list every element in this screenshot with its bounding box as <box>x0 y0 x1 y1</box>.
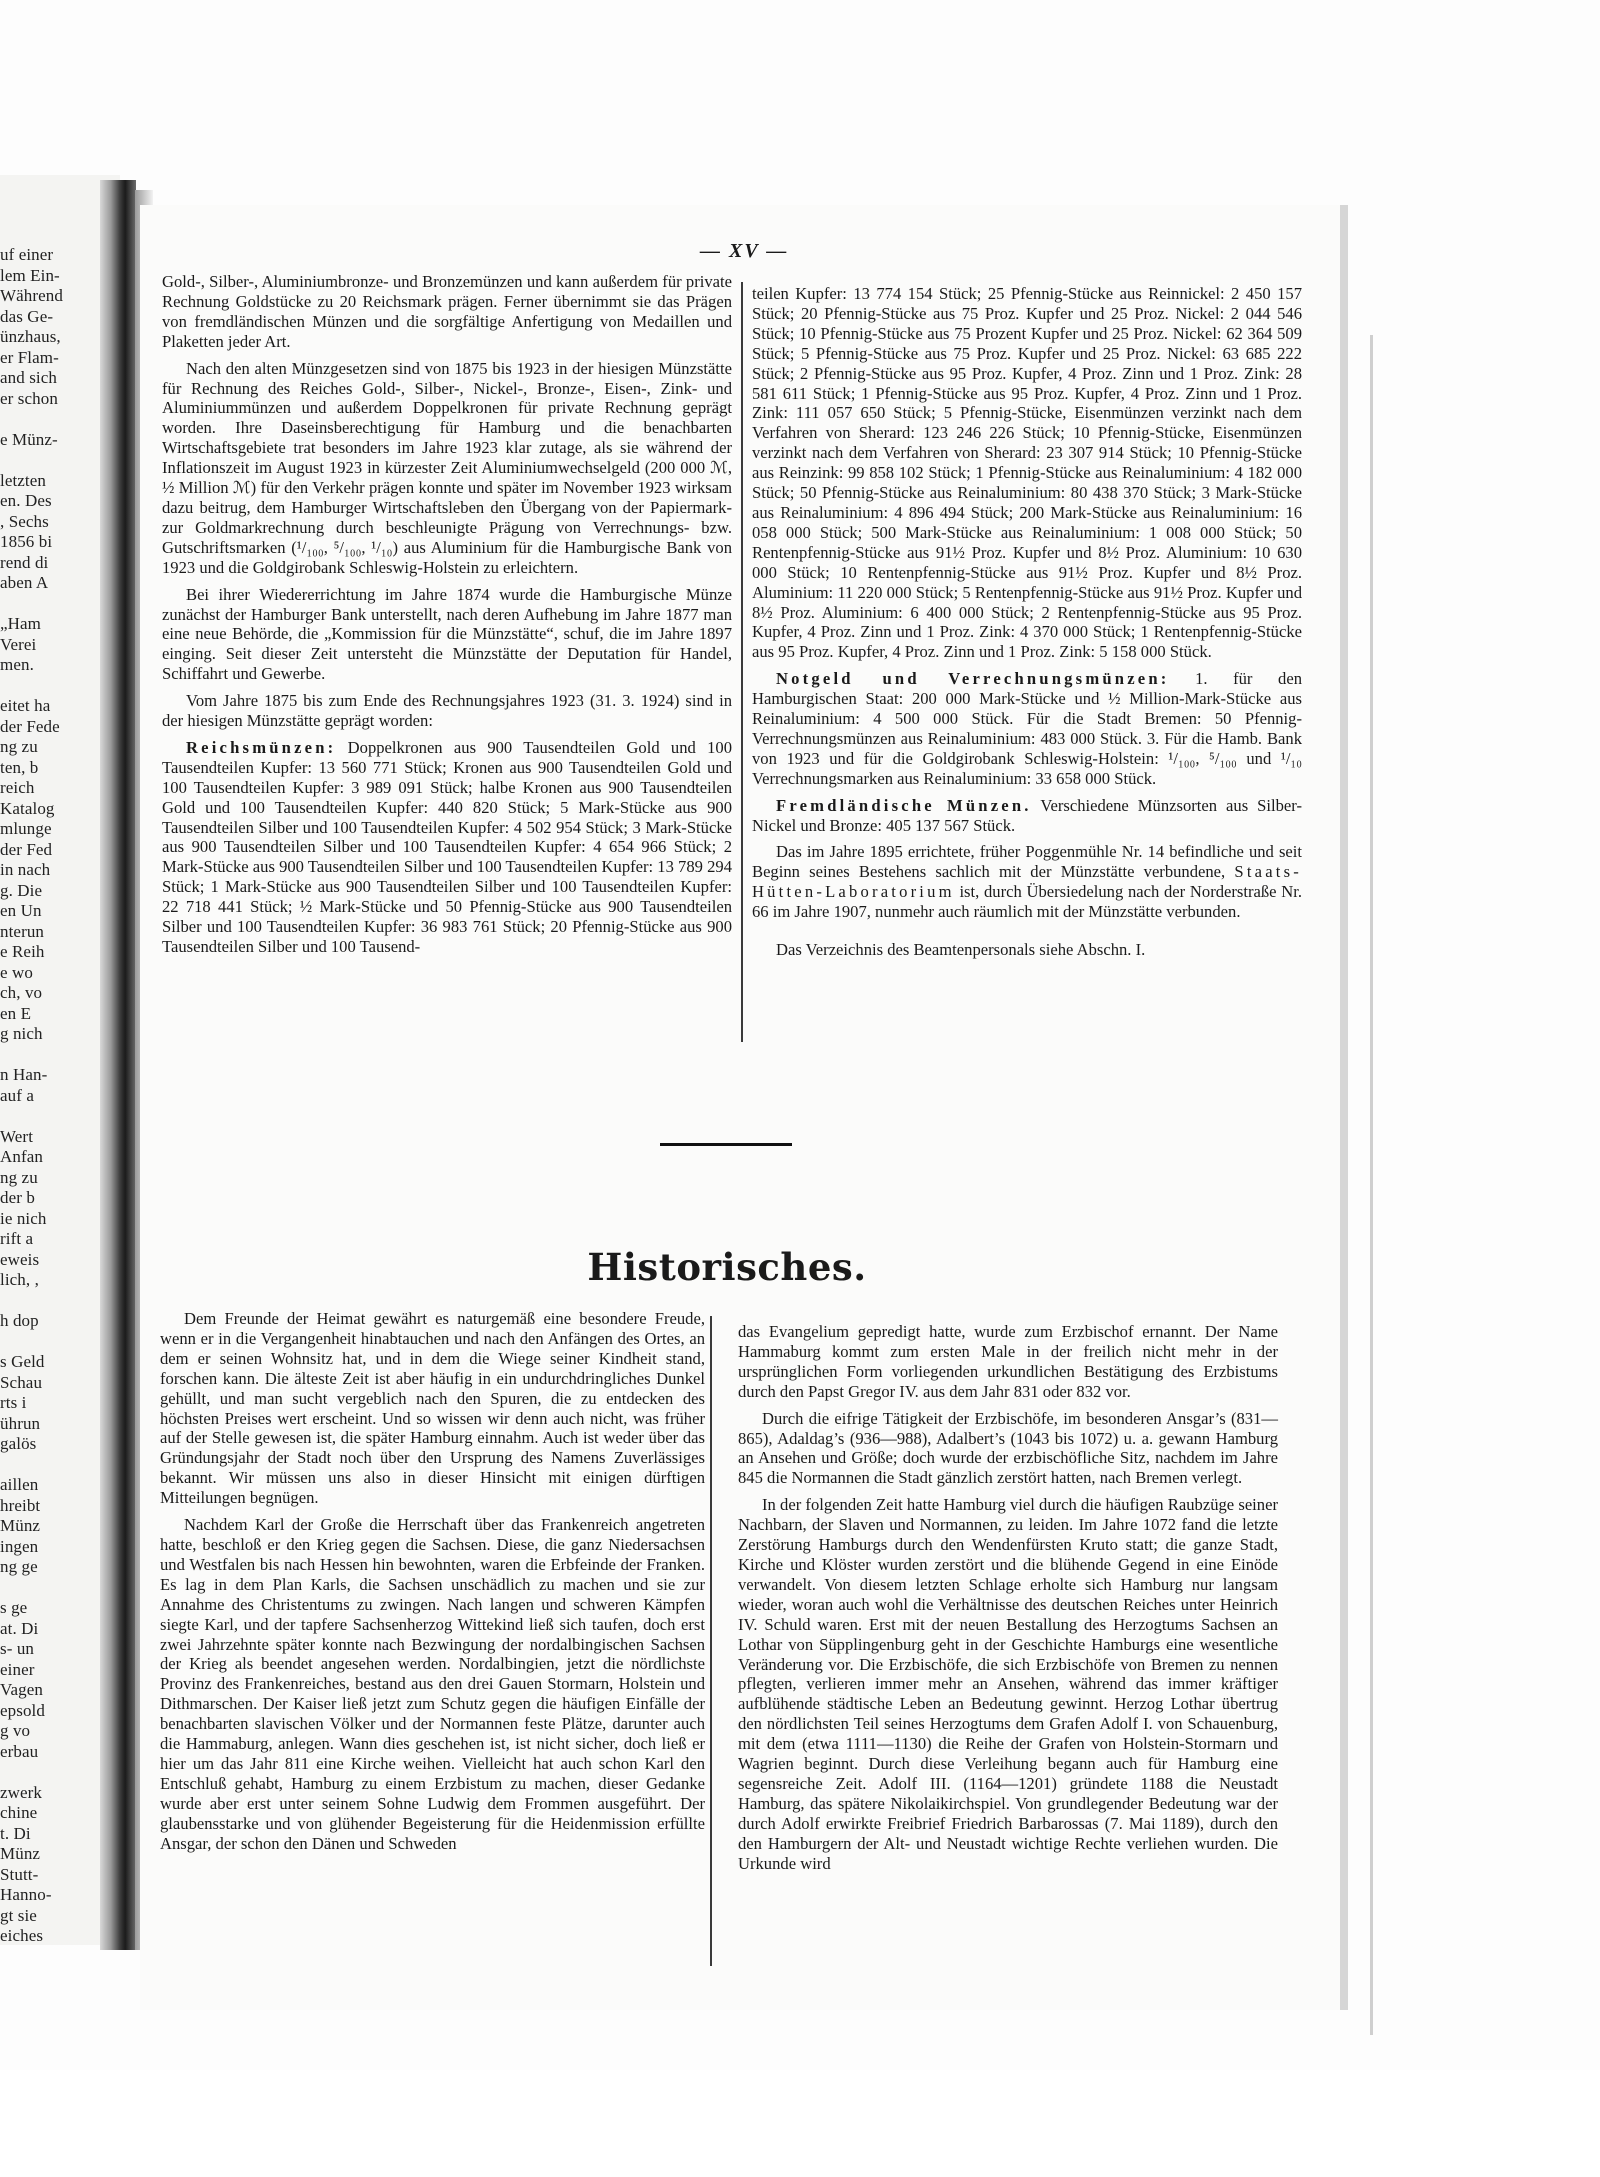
facing-page-line: rts i <box>0 1393 27 1412</box>
lower-left-column <box>160 1309 705 1853</box>
facing-page-line: ng zu <box>0 737 38 756</box>
upper-left-column <box>162 272 732 957</box>
facing-page-line: Wert <box>0 1126 34 1146</box>
facing-page-line: rift a <box>0 1229 34 1248</box>
facing-page-line: en Un <box>0 901 42 920</box>
notgeld-text: 1. für den Hamburgischen Staat: 200 000 Mark-Stücke und ½ Million-Mark-Stücke aus Reinaluminium: 4 500 000 Stück. Für die Stadt Bremen: 50 Pfennig-Verrechnungsmünzen aus Reinaluminium: 483 000 Stück. 3. Für die Hamb. Bank von 1923 und für die Goldgirobank Schleswig-Holstein: ¹/₁₀₀, ⁵/₁₀₀ und ¹/₁₀ Verrechnungsmarken aus Reinaluminium: 33 658 000 Stück. <box>752 669 1302 788</box>
facing-page-line: reich <box>0 778 35 797</box>
facing-page-line: ng zu <box>0 1167 38 1187</box>
facing-page-line: ührun <box>0 1413 41 1433</box>
facing-page-line: g nich <box>0 1024 43 1043</box>
facing-page-line: ng ge <box>0 1557 38 1576</box>
paragraph: Vom Jahre 1875 bis zum Ende des Rechnungsjahres 1923 (31. 3. 1924) sind in der hiesigen Münzstätte geprägt worden: <box>162 691 732 731</box>
facing-page-line: auf a <box>0 1085 35 1105</box>
facing-page-line: ch, vo <box>0 983 43 1002</box>
page-edge <box>1340 205 1348 2010</box>
paragraph: das Evangelium gepredigt hatte, wurde zum Erzbischof ernannt. Der Name Hammaburg kommt zum ersten Male in der freilich nicht mehr in der ursprünglichen Form vorliegenden urkundlichen Bestätigung des Erzbistums durch den Papst Gregor IV. aus dem Jahr 831 oder 832 vor. <box>738 1322 1278 1401</box>
facing-page-line: gt sie <box>0 1905 37 1925</box>
facing-page-line: nterun <box>0 921 45 941</box>
facing-page-line: ingen <box>0 1536 39 1556</box>
facing-page-line: aben A <box>0 573 49 592</box>
facing-page-line: and sich <box>0 368 57 387</box>
facing-page-line: e Münz- <box>0 429 58 449</box>
laboratorium-paragraph <box>752 842 1302 922</box>
facing-page-line: e Reih <box>0 942 45 961</box>
paragraph: Gold-, Silber-, Aluminiumbronze- und Bronzemünzen und kann außerdem für private Rechnung Goldstücke zu 20 Reichsmark prägen. Ferner übernimmt sie das Prägen von fremdländischen Münzen und die sorgfältige Anfertigung von Medaillen und Plaketten jeder Art. <box>162 272 732 351</box>
facing-page-line: er Flam- <box>0 347 59 367</box>
closing-note: Das Verzeichnis des Beamtenpersonals siehe Abschn. I. <box>776 940 1146 960</box>
facing-page-line: Vagen <box>0 1680 43 1699</box>
facing-page-line: Hanno- <box>0 1885 52 1904</box>
facing-page-line: g vo <box>0 1721 31 1740</box>
page-number: — XV — <box>700 240 789 262</box>
facing-page-line: epsold <box>0 1700 45 1720</box>
facing-page-line: zwerk <box>0 1782 43 1802</box>
facing-page-line: g. Die <box>0 880 43 900</box>
fremd-label: Fremdländische Münzen. <box>776 795 1032 815</box>
facing-page-line: chine <box>0 1803 38 1822</box>
facing-page-line: lich, , <box>0 1270 39 1289</box>
paragraph: Bei ihrer Wiedererrichtung im Jahre 1874 wurde die Hamburgische Münze zunächst der Hamburger Bank unterstellt, nach deren Aufhebung im Jahre 1877 man eine neue Behörde, die „Kommission für die Münzstätte“, schuf, die im Jahre 1897 einging. Seit dieser Zeit untersteht die Münzstätte der Deputation für Handel, Schiffahrt und Gewerbe. <box>162 584 732 684</box>
paragraph: Dem Freunde der Heimat gewährt es naturgemäß eine besondere Freude, wenn er in die Vergangenheit hinabtauchen und nach den Anfängen des Ortes, an dem er seinen Wohnsitz hat, und in dem die Wiege seiner Kindheit stand, forschen kann. Die älteste Zeit ist aber häufig in ein undurchdringliches Dunkel gehüllt, und man sucht vergeblich nach den Spuren, die zu entdecken des höchsten Preises wert erscheint. Und so wissen wir denn auch nicht, was früher auf der Stelle gewesen ist, die später Hamburg einnahm. Auch ist weder über das Gründungsjahr der Stadt noch über den Ursprung des Namens Zuverlässiges bekannt. Wir müssen uns also in dieser Hinsicht mit einigen dürftigen Mitteilungen begnügen. <box>160 1309 705 1508</box>
facing-page-line: aillen <box>0 1475 39 1494</box>
facing-page-line: das Ge- <box>0 306 54 326</box>
facing-page-line: en. Des <box>0 491 52 510</box>
reichsmuenzen-text: Doppelkronen aus 900 Tausendteilen Gold und 100 Tausendteilen Kupfer: 13 560 771 Stück; Kronen aus 900 Tausendteilen Gold und 100 Tausendteilen Kupfer: 3 989 091 Stück; halbe Kronen aus 900 Tausendteilen Gold und 100 Tausendteilen Kupfer: 440 820 Stück; 5 Mark-Stücke aus 900 Tausendteilen Silber und 100 Tausendteilen Kupfer: 4 502 954 Stück; 3 Mark-Stücke aus 900 Tausendteilen Silber und 100 Tausendteilen Kupfer: 4 654 966 Stück; 2 Mark-Stücke aus 900 Tausendteilen Silber und 100 Tausendteilen Kupfer: 13 789 294 Stück; 1 Mark-Stücke aus 900 Tausendteilen Silber und 100 Tausendteilen Kupfer: 22 718 441 Stück; ½ Mark-Stücke und 50 Pfennig-Stücke aus 900 Tausendteilen Silber und 100 Tausendteilen Kupfer: 36 983 761 Stück; 20 Pfennig-Stücke aus 900 Tausendteilen Silber und 100 Tausend- <box>162 737 732 956</box>
facing-page-line: in nach <box>0 860 51 879</box>
column-divider <box>710 1316 712 1966</box>
paragraph: Nachdem Karl der Große die Herrschaft über das Frankenreich angetreten hatte, beschloß er den Krieg gegen die Sachsen. Diese, die ganz Niedersachsen und Westfalen bis nach Hessen hin bewohnten, waren die Erbfeinde der Franken. Es lag in dem Plan Karls, die Sachsen unschädlich zu machen und sie zur Annahme des Christentums zu zwingen. Nach langen und schweren Kämpfen siegte Karl, und der tapfere Sachsenherzog Wittekind ließ sich taufen, doch erst zwei Jahrzehnte später konnte nach Bezwingung der nordalbingischen Sachsen der Krieg als beendet angesehen werden. Nordalbingien, jetzt die nördlichste Provinz des Frankenreiches, bestand aus den drei Gauen Stormarn, Holstein und Dithmarschen. Der Kaiser ließ jetzt zum Schutz gegen die häufigen Einfälle der benachbarten slavischen Völker und der Normannen feste Plätze, darunter auch die Hammaburg, anlegen. Wann dies geschehen ist, ist nicht sicher, doch ließ er hier um das Jahr 811 eine Kirche weihen. Vielleicht hat auch schon Karl den Entschluß gehabt, Hamburg zu einem Erzbistum zu machen, dieser Gedanke wurde aber erst unter seinem Sohne Ludwig dem Frommen ausgeführt. Der glaubensstarke und von glühender Begeisterung für die Heidenmission erfüllte Ansgar, der schon den Dänen und Schweden <box>160 1515 705 1853</box>
facing-page-line: hreibt <box>0 1495 41 1515</box>
facing-page-line: e wo <box>0 962 33 982</box>
laboratorium-pre: Das im Jahre 1895 errichtete, früher Poggenmühle Nr. 14 befindliche und seit Beginn seines Bestehens sachlich mit der Münzstätte verbundene, <box>752 842 1302 882</box>
notgeld-label: Notgeld und Verrechnungsmünzen: <box>776 669 1170 689</box>
facing-page-line: ünzhaus, <box>0 327 61 346</box>
facing-page-line: eiches <box>0 1926 44 1945</box>
paragraph: In der folgenden Zeit hatte Hamburg viel durch die häufigen Raubzüge seiner Nachbarn, der Slaven und Normannen, zu leiden. Im Jahre 1072 fand die letzte Zerstörung Hamburgs durch den Wendenfürsten Kruto statt; die ganze Stadt, Kirche und Klöster wurden zerstört und die blühende Gegend in eine Einöde verwandelt. Von diesem letzten Schlage erholte sich Hamburg nur langsam wieder, woran auch wohl die Verhältnisse des deutschen Reiches unter Heinrich IV. Schuld waren. Erst mit der neuen Bestallung des Herzogtums Sachsen an Lothar von Süpplingenburg geht in der Geschichte Hamburgs eine wesentliche Veränderung vor. Die Erzbischöfe, die sich Erzbischöfe von Bremen zu nennen pflegten, verlieren immer mehr an Ansehen, während das immer kräftiger aufblühende städtische Leben an Bedeutung gewinnt. Herzog Lothar übertrug den nördlichsten Teil seines Herzogtums dem Grafen Adolf I. von Schauenburg, mit dem (etwa 1111—1130) die Reihe der Grafen von Holstein-Stormarn und Wagrien beginnt. Durch diese Verleihung begann auch für Hamburg eine segensreiche Zeit. Adolf III. (1164—1201) gründete 1188 die Neustadt Hamburg, das spätere Nikolaikirchspiel. Von grundlegender Bedeutung war der durch Adolf erwirkte Freibrief Friedrich Barbarossas (7. Mai 1189), durch den den Hamburgern der Alt- und Neustadt wichtige Rechte verliehen wurden. Die Urkunde wird <box>738 1495 1278 1873</box>
fremd-text: Verschiedene Münzsorten aus Silber-Nickel und Bronze: 405 137 567 Stück. <box>752 795 1302 835</box>
facing-page-line: letzten <box>0 470 47 490</box>
fremd-paragraph <box>752 796 1302 836</box>
laboratorium-label: Staats-Hütten-Laboratorium <box>752 862 1302 902</box>
facing-page-line: Anfan <box>0 1147 43 1166</box>
section-separator <box>660 1143 792 1146</box>
page-edge-line <box>1370 335 1373 2035</box>
facing-page-line: men. <box>0 655 34 674</box>
facing-page-line: s Geld <box>0 1352 45 1371</box>
section-title: Historisches. <box>587 1245 867 1289</box>
scan-margin <box>0 2070 1600 2177</box>
facing-page-line: s- un <box>0 1639 35 1658</box>
reichsmuenzen-paragraph <box>162 738 732 957</box>
facing-page-line: ie nich <box>0 1208 47 1228</box>
notgeld-paragraph <box>752 669 1302 788</box>
facing-page-line: Münz <box>0 1844 41 1863</box>
paragraph: Durch die eifrige Tätigkeit der Erzbischöfe, im besonderen Ansgar’s (831—865), Adaldag’s (936—988), Adalbert’s (1043 bis 1072) u. a. gewann Hamburg an Ansehen und Größe; doch wurde der erzbischöfliche Sitz, nachdem im Jahre 845 die Normannen die Stadt gänzlich zerstört hatten, nach Bremen verlegt. <box>738 1408 1278 1488</box>
facing-page-line: einer <box>0 1659 35 1679</box>
laboratorium-post: ist, durch Übersiedelung nach der Norderstraße Nr. 66 im Jahre 1907, nunmehr auch räumlich mit der Münzstätte verbunden. <box>752 882 1302 922</box>
facing-page-line: s ge <box>0 1598 28 1617</box>
facing-page-line: der b <box>0 1188 35 1207</box>
facing-page-line: ten, b <box>0 757 39 777</box>
upper-right-column <box>752 284 1302 960</box>
facing-page-line: t. Di <box>0 1823 31 1843</box>
facing-page-line: h dop <box>0 1311 39 1330</box>
paragraph: teilen Kupfer: 13 774 154 Stück; 25 Pfennig-Stücke aus Reinnickel: 2 450 157 Stück; 20 Pfennig-Stücke aus 75 Proz. Kupfer und 25 Proz. Nickel: 2 044 546 Stück; 10 Pfennig-Stücke aus 75 Prozent Kupfer und 25 Proz. Nickel: 62 364 509 Stück; 5 Pfennig-Stücke aus 75 Proz. Kupfer und 25 Proz. Nickel: 63 685 222 Stück; 2 Pfennig-Stücke aus 95 Proz. Kupfer, 4 Proz. Zinn und 1 Proz. Zink: 28 581 611 Stück; 1 Pfennig-Stücke aus 95 Proz. Kupfer, 4 Proz. Zinn und 1 Proz. Zink: 111 057 650 Stück; 5 Pfennig-Stücke, Eisenmünzen verzinkt nach dem Verfahren von Sherard: 123 246 226 Stück; 10 Pfennig-Stücke, Eisenmünzen verzinkt nach dem Verfahren von Sherard: 23 307 914 Stück; 10 Pfennig-Stücke aus Reinzink: 99 858 102 Stück; 1 Pfennig-Stücke aus Reinaluminium: 4 182 000 Stück; 50 Pfennig-Stücke aus Reinaluminium: 80 438 370 Stück; 3 Mark-Stücke aus Reinaluminium: 4 896 494 Stück; 200 Mark-Stücke aus Reinaluminium: 16 058 000 Stück; 500 Mark-Stücke aus Reinaluminium: 1 008 000 Stück; 50 Rentenpfennig-Stücke aus 91½ Proz. Kupfer und 8½ Proz. Aluminium: 10 630 000 Stück; 10 Rentenpfennig-Stücke aus 91½ Proz. Kupfer und 8½ Proz. Aluminium: 11 220 000 Stück; 5 Rentenpfennig-Stücke aus 91½ Proz. Kupfer und 8½ Proz. Aluminium: 6 400 000 Stück; 2 Rentenpfennig-Stücke aus 95 Proz. Kupfer, 4 Proz. Zinn und 1 Proz. Zink: 4 370 000 Stück; 1 Rentenpfennig-Stücke aus 95 Proz. Kupfer, 4 Proz. Zinn und 1 Proz. Zink: 5 158 000 Stück. <box>752 284 1302 662</box>
facing-page-line: uf einer <box>0 245 54 264</box>
facing-page-line: , Sechs <box>0 511 49 531</box>
reichsmuenzen-label: Reichsmünzen: <box>186 737 337 757</box>
facing-page-line: eweis <box>0 1249 40 1269</box>
facing-page-line: n Han- <box>0 1065 48 1084</box>
lower-right-column <box>738 1322 1278 1873</box>
facing-page-line: rend di <box>0 552 49 572</box>
column-divider <box>741 282 743 1042</box>
facing-page-line: Verei <box>0 634 37 654</box>
facing-page-line: Schau <box>0 1372 43 1392</box>
facing-page-line: er schon <box>0 388 58 408</box>
facing-page-line: Katalog <box>0 798 55 818</box>
facing-page-line: der Fede <box>0 716 60 736</box>
facing-page-line: galös <box>0 1434 37 1453</box>
facing-page-line: mlunge <box>0 819 52 838</box>
facing-page-line: der Fed <box>0 839 53 859</box>
facing-page-line: lem Ein- <box>0 265 60 285</box>
facing-page-line: „Ham <box>0 614 41 633</box>
facing-page-line: Während <box>0 286 63 305</box>
facing-page-line: eitet ha <box>0 696 51 715</box>
facing-page-line: en E <box>0 1003 32 1023</box>
facing-page-line: erbau <box>0 1741 39 1761</box>
facing-page-line: 1856 bi <box>0 532 53 551</box>
facing-page-line: Münz <box>0 1516 41 1535</box>
facing-page-line: Stutt- <box>0 1864 39 1884</box>
facing-page-line: at. Di <box>0 1618 39 1638</box>
paragraph: Nach den alten Münzgesetzen sind von 1875 bis 1923 in der hiesigen Münzstätte für Rechnung des Reiches Gold-, Silber-, Nickel-, Bronze-, Eisen-, Zink- und Aluminiummünzen und außerdem Doppelkronen für private Rechnung geprägt worden. Ihre Daseinsberechtigung für Hamburg und die benachbarten Wirtschaftsgebiete trat besonders im Jahre 1923 klar zutage, als sie während der Inflationszeit im August 1923 in kürzester Zeit Aluminiumwechselgeld (200 000 ℳ, ½ Million ℳ) für den Verkehr prägen konnte und später im November 1923 wirksam dazu beitrug, dem Hamburger Wirtschaftsleben den Übergang von der Papiermark- zur Goldmarkrechnung durch beschleunigte Prägung von Verrechnungs- bzw. Gutschriftsmarken (¹/₁₀₀, ⁵/₁₀₀, ¹/₁₀) aus Aluminium für die Hamburgische Bank von 1923 und die Goldgirobank Schleswig-Holstein zu erleichtern. <box>162 358 732 577</box>
book-spine <box>100 180 136 1950</box>
